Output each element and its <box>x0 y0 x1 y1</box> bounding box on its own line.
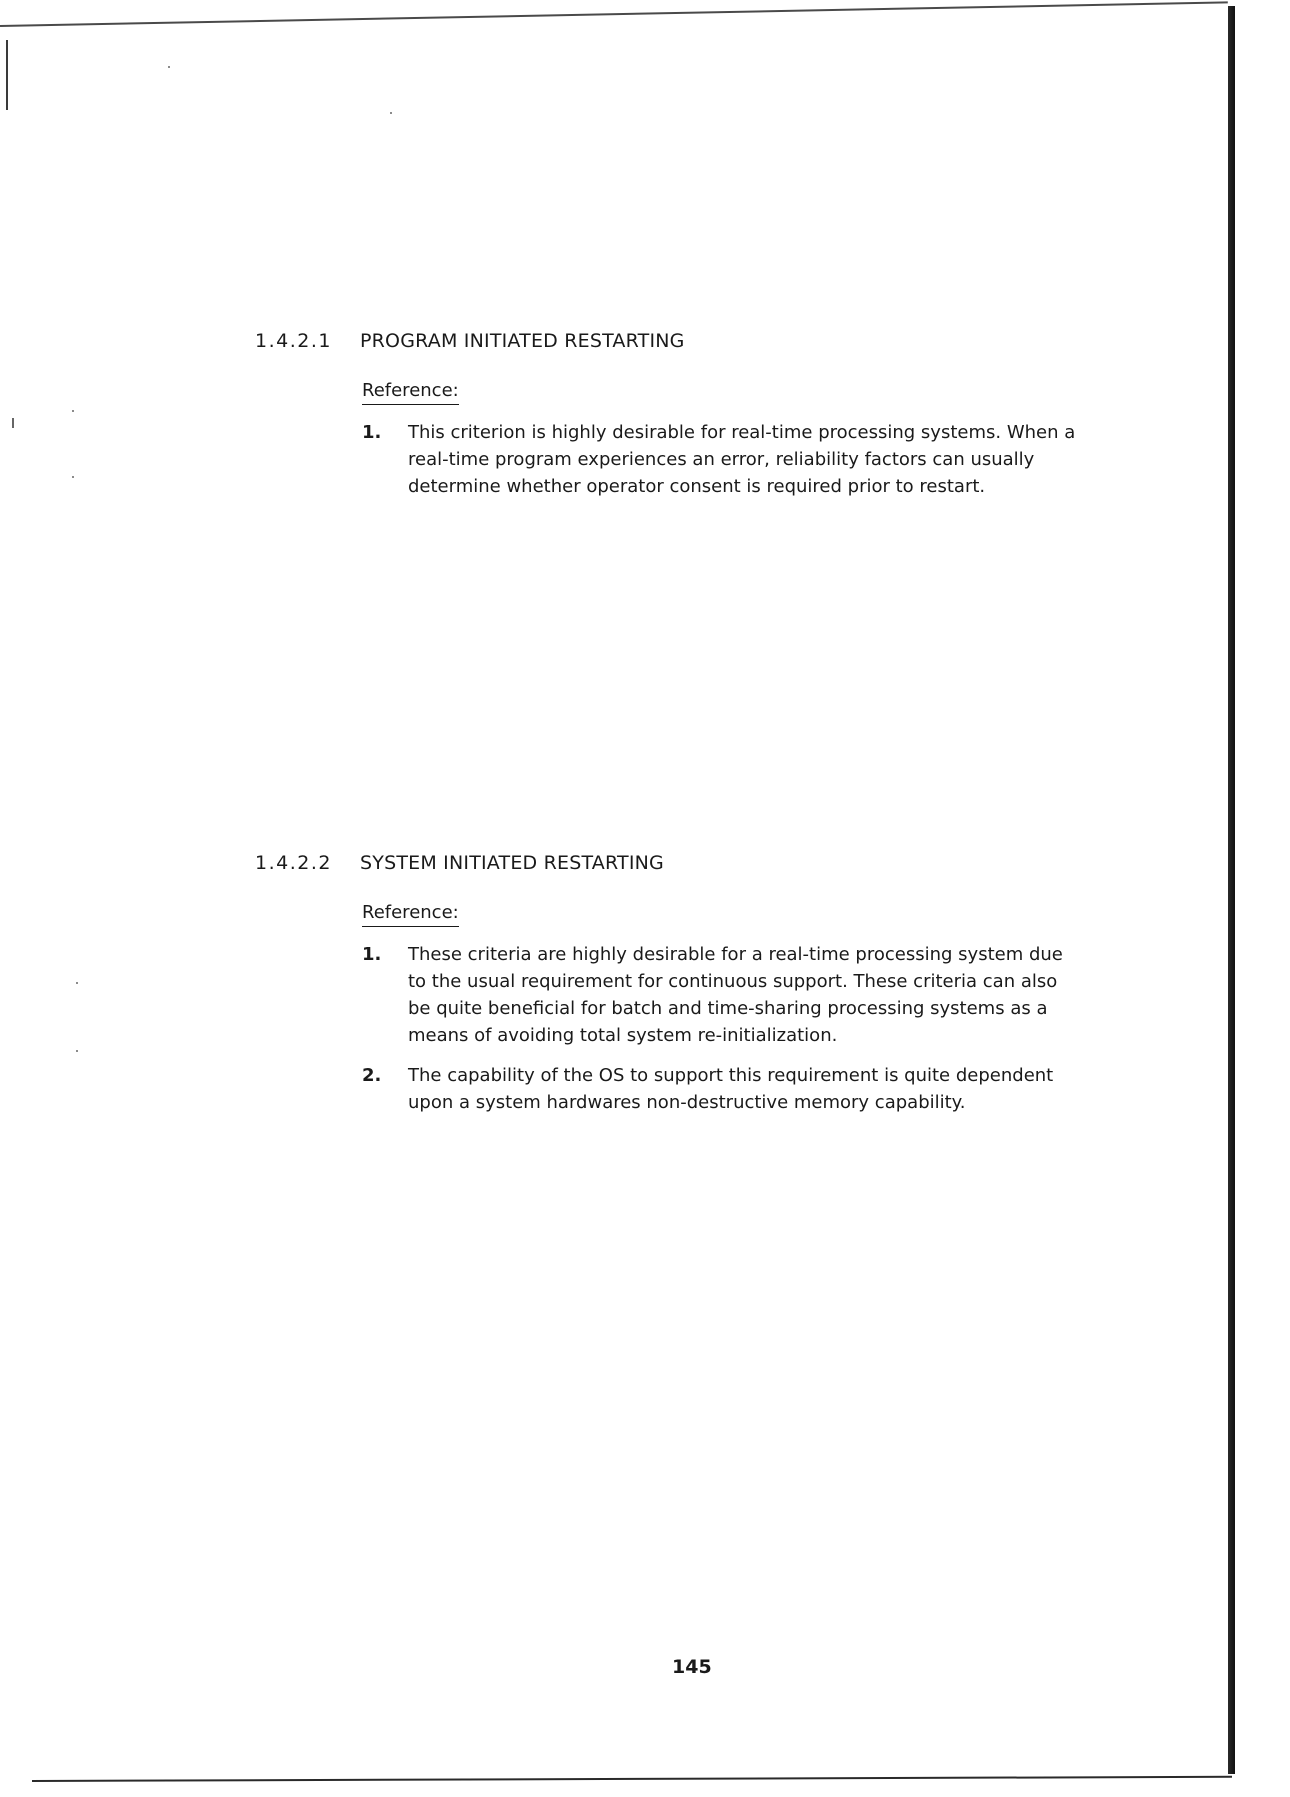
list-item-number: 1. <box>362 422 382 443</box>
scan-edge-left <box>6 40 8 110</box>
reference-label: Reference: <box>362 902 459 927</box>
section-title: PROGRAM INITIATED RESTARTING <box>360 330 685 352</box>
scan-speck <box>390 112 392 114</box>
scan-edge-bottom <box>32 1776 1232 1782</box>
page-number: 145 <box>672 1656 712 1678</box>
list-item <box>362 941 1082 1049</box>
list-item <box>362 1062 1082 1116</box>
scan-speck <box>168 66 170 68</box>
scan-speck <box>72 410 74 412</box>
list-item-text: This criterion is highly desirable for real-time processing systems. When a real-time program experiences an error, reliability factors can usually determine whether operator consent is required prior to restart. <box>408 422 1076 497</box>
reference-list <box>362 941 1082 1116</box>
section-title: SYSTEM INITIATED RESTARTING <box>360 852 664 874</box>
list-item <box>362 419 1082 500</box>
scan-speck <box>76 982 78 984</box>
list-item-text: These criteria are highly desirable for a real-time processing system due to the usual requirement for continuous support. These criteria can also be quite beneficial for batch and time-sharing processing systems as a means of avoiding total system re-initialization. <box>408 944 1063 1046</box>
reference-list <box>362 419 1082 500</box>
scan-speck <box>12 418 14 428</box>
section-heading <box>255 852 1082 874</box>
section-number: 1.4.2.2 <box>255 852 332 874</box>
list-item-number: 2. <box>362 1065 382 1086</box>
scan-edge-top <box>0 1 1228 27</box>
list-item-text: The capability of the OS to support this requirement is quite dependent upon a system hardwares non-destructive memory capability. <box>408 1065 1054 1113</box>
reference-label: Reference: <box>362 380 459 405</box>
scan-speck <box>72 476 74 478</box>
section-heading <box>255 330 1082 352</box>
list-item-number: 1. <box>362 944 382 965</box>
section-1-4-2-2 <box>255 852 1082 1129</box>
scan-edge-right <box>1228 6 1235 1774</box>
section-1-4-2-1 <box>255 330 1082 513</box>
scan-speck <box>76 1050 78 1052</box>
section-number: 1.4.2.1 <box>255 330 332 352</box>
